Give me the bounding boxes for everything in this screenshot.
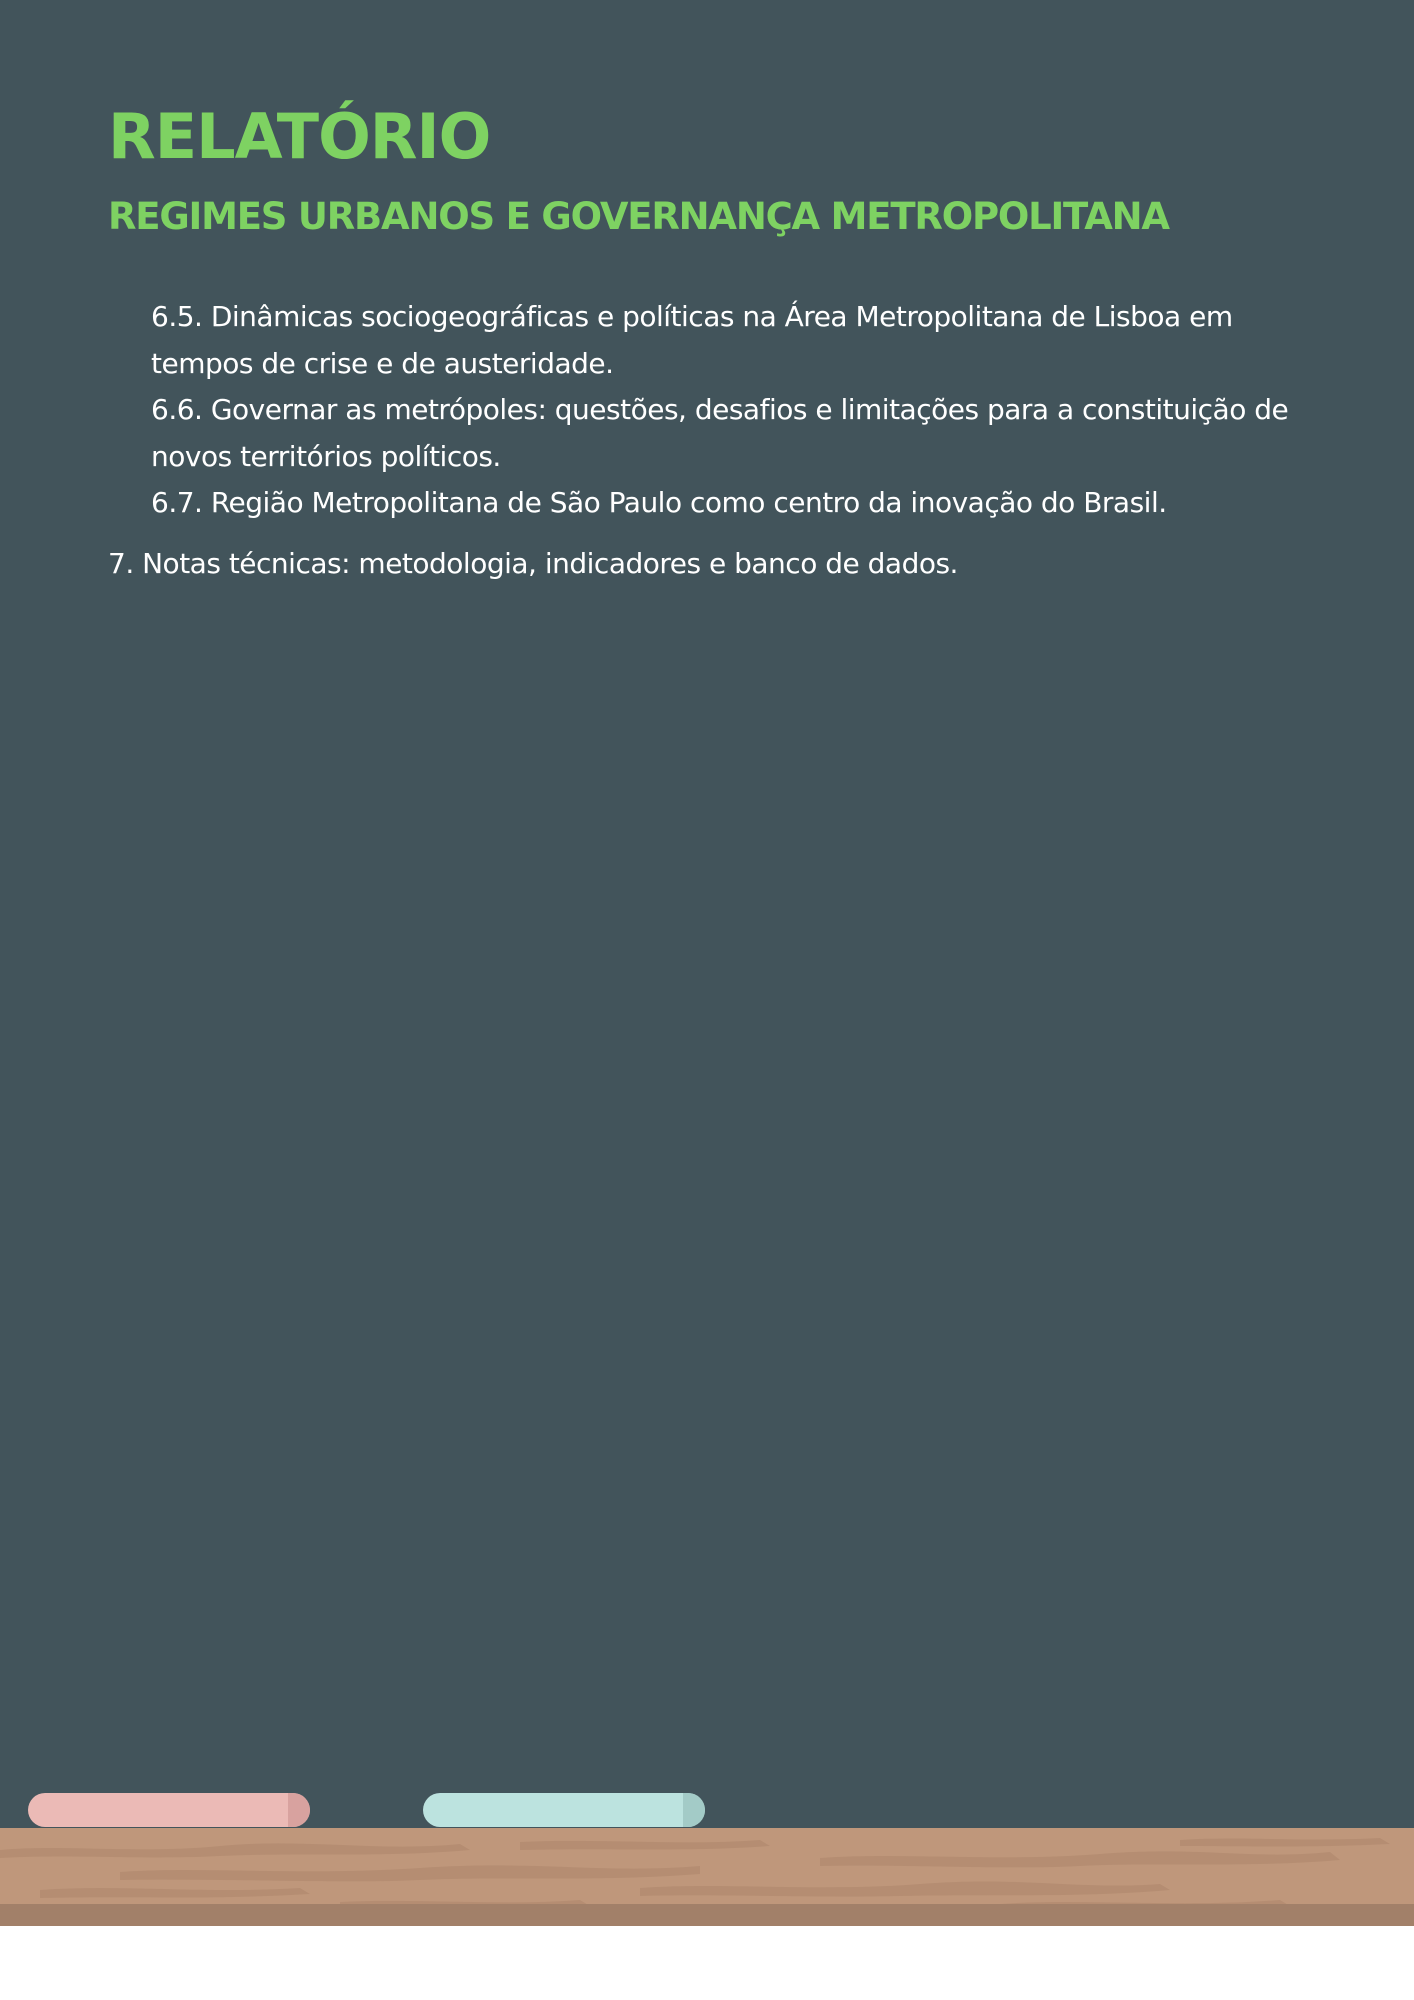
toc-item-6-7: 6.7. Região Metropolitana de São Paulo como centro da inovação do Brasil. (151, 486, 1167, 519)
ledge-shadow (0, 1904, 1414, 1926)
toc-item-6-5: 6.5. Dinâmicas sociogeográficas e políticas na Área Metropolitana de Lisboa em tempos de crise e de austeridade. (151, 300, 1233, 380)
toc-item-7: 7. Notas técnicas: metodologia, indicadores e banco de dados. (108, 546, 958, 580)
page-title: RELATÓRIO (108, 100, 491, 173)
toc-item-6-6: 6.6. Governar as metrópoles: questões, desafios e limitações para a constituição de novos territórios políticos. (151, 393, 1289, 473)
blue-chalk-stick (423, 1793, 705, 1827)
pink-chalk-stick (28, 1793, 310, 1827)
page-subtitle: REGIMES URBANOS E GOVERNANÇA METROPOLITANA (108, 195, 1169, 238)
table-of-contents (108, 294, 1328, 587)
